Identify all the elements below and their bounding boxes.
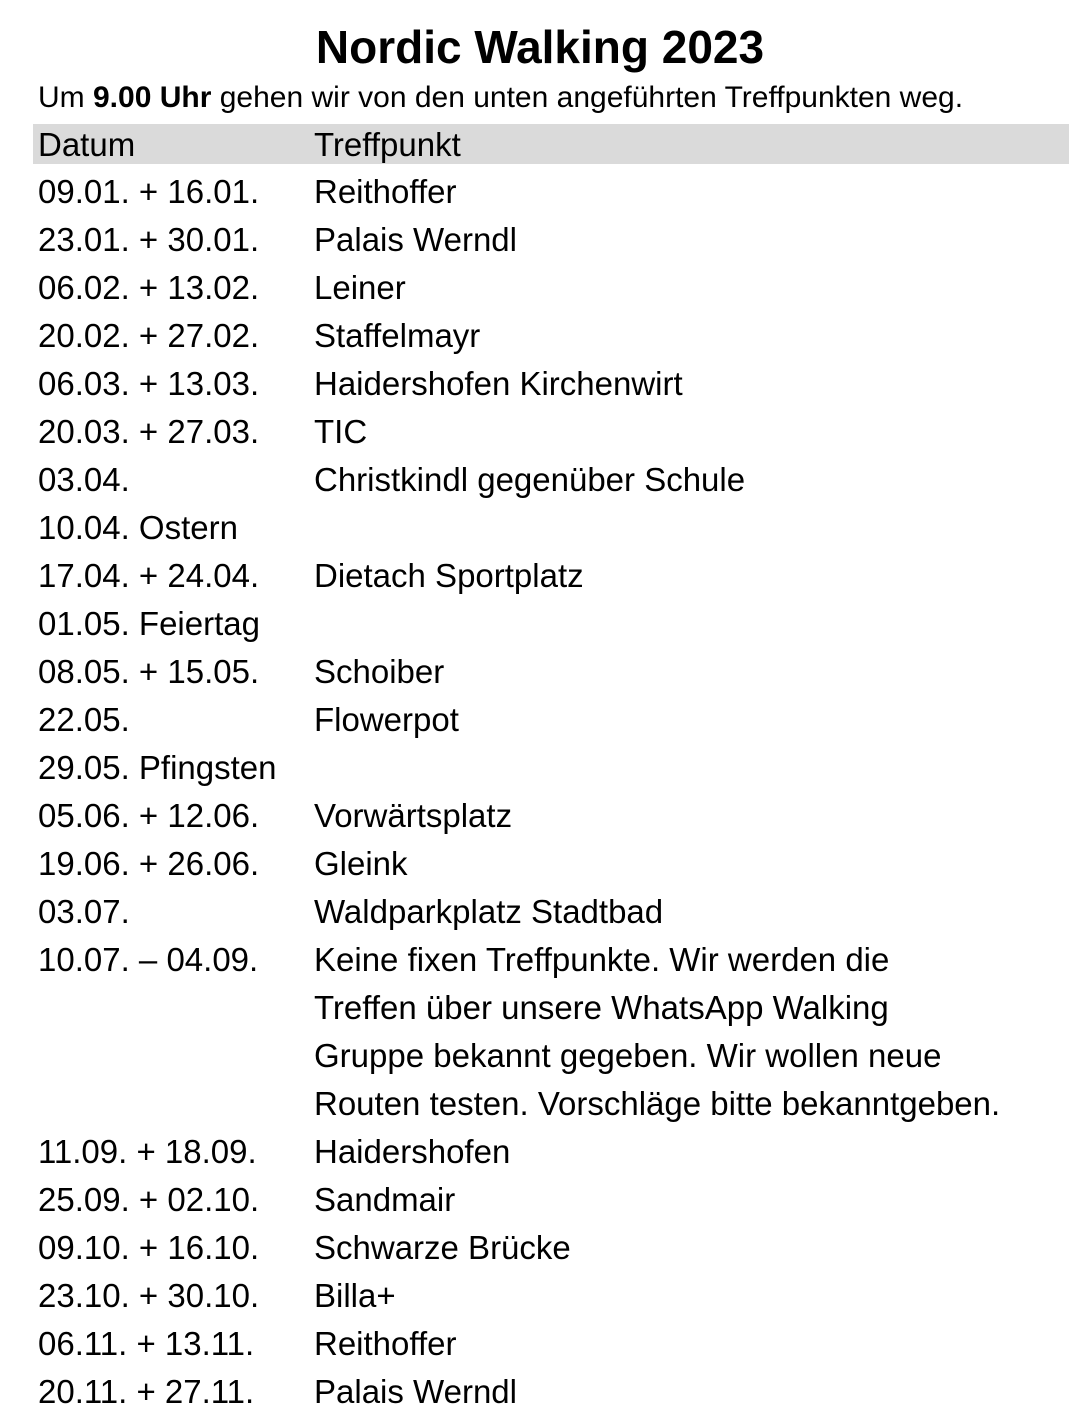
row-date: 23.01. + 30.01. bbox=[38, 221, 260, 258]
row-date: 06.03. + 13.03. bbox=[38, 365, 260, 402]
table-row bbox=[38, 1368, 1072, 1416]
row-meeting-point: Staffelmayr bbox=[314, 317, 481, 354]
intro-text bbox=[38, 76, 1068, 120]
row-meeting-point: Dietach Sportplatz bbox=[314, 557, 584, 594]
row-meeting-point: Christkindl gegenüber Schule bbox=[314, 461, 746, 498]
row-meeting-point: Waldparkplatz Stadtbad bbox=[314, 893, 664, 930]
table-row bbox=[38, 1080, 1072, 1128]
table-row bbox=[38, 984, 1072, 1032]
row-date: 08.05. + 15.05. bbox=[38, 653, 260, 690]
row-date: 06.02. + 13.02. bbox=[38, 269, 260, 306]
table-row bbox=[38, 1320, 1072, 1368]
schedule-table-body bbox=[38, 168, 1072, 1416]
row-meeting-point: Sandmair bbox=[314, 1181, 456, 1218]
row-date: 17.04. + 24.04. bbox=[38, 557, 260, 594]
table-row bbox=[38, 648, 1072, 696]
table-row bbox=[38, 792, 1072, 840]
table-row bbox=[38, 1032, 1072, 1080]
row-date: 19.06. + 26.06. bbox=[38, 845, 260, 882]
table-row bbox=[38, 216, 1072, 264]
table-row bbox=[38, 600, 1072, 648]
table-row bbox=[38, 1224, 1072, 1272]
row-date: 01.05. Feiertag bbox=[38, 605, 260, 642]
table-row bbox=[38, 1128, 1072, 1176]
row-date: 03.04. bbox=[38, 461, 130, 498]
column-header-treffpunkt: Treffpunkt bbox=[314, 126, 461, 163]
row-meeting-point: Gruppe bekannt gegeben. Wir wollen neue bbox=[314, 1037, 942, 1074]
table-row bbox=[38, 504, 1072, 552]
table-row bbox=[38, 744, 1072, 792]
row-date: 22.05. bbox=[38, 701, 130, 738]
row-date: 25.09. + 02.10. bbox=[38, 1181, 260, 1218]
intro-suffix: gehen wir von den unten angeführten Treffpunkten weg. bbox=[211, 81, 964, 114]
table-row bbox=[38, 168, 1072, 216]
row-meeting-point: TIC bbox=[314, 413, 368, 450]
row-meeting-point: Leiner bbox=[314, 269, 406, 306]
table-row bbox=[38, 360, 1072, 408]
table-row bbox=[38, 408, 1072, 456]
row-meeting-point: Reithoffer bbox=[314, 1325, 457, 1362]
table-row bbox=[38, 1176, 1072, 1224]
row-meeting-point: Schoiber bbox=[314, 653, 445, 690]
row-date: 06.11. + 13.11. bbox=[38, 1325, 255, 1362]
row-date: 29.05. Pfingsten bbox=[38, 749, 277, 786]
row-meeting-point: Treffen über unsere WhatsApp Walking bbox=[314, 989, 889, 1026]
row-date: 20.02. + 27.02. bbox=[38, 317, 260, 354]
row-date: 03.07. bbox=[38, 893, 130, 930]
row-date: 20.03. + 27.03. bbox=[38, 413, 260, 450]
row-meeting-point: Palais Werndl bbox=[314, 1373, 517, 1410]
row-meeting-point: Reithoffer bbox=[314, 173, 457, 210]
intro-prefix: Um bbox=[38, 81, 93, 114]
row-date bbox=[38, 1032, 314, 1080]
row-date: 11.09. + 18.09. bbox=[38, 1133, 257, 1170]
column-header-datum: Datum bbox=[38, 126, 136, 163]
table-header bbox=[33, 124, 1069, 164]
row-date: 10.07. – 04.09. bbox=[38, 941, 259, 978]
row-date: 10.04. Ostern bbox=[38, 509, 238, 546]
row-meeting-point: Palais Werndl bbox=[314, 221, 517, 258]
row-meeting-point: Flowerpot bbox=[314, 701, 459, 738]
row-meeting-point: Vorwärtsplatz bbox=[314, 797, 513, 834]
row-date bbox=[38, 1080, 314, 1128]
row-meeting-point: Gleink bbox=[314, 845, 408, 882]
row-meeting-point: Haidershofen Kirchenwirt bbox=[314, 365, 683, 402]
table-row bbox=[38, 312, 1072, 360]
table-row bbox=[38, 456, 1072, 504]
row-date: 05.06. + 12.06. bbox=[38, 797, 260, 834]
table-row bbox=[38, 264, 1072, 312]
row-meeting-point: Keine fixen Treffpunkte. Wir werden die bbox=[314, 941, 890, 978]
row-meeting-point: Schwarze Brücke bbox=[314, 1229, 571, 1266]
row-date: 23.10. + 30.10. bbox=[38, 1277, 260, 1314]
table-row bbox=[38, 888, 1072, 936]
row-meeting-point: Routen testen. Vorschläge bitte bekanntgeben. bbox=[314, 1085, 1001, 1122]
row-date: 20.11. + 27.11. bbox=[38, 1373, 255, 1410]
row-meeting-point: Haidershofen bbox=[314, 1133, 511, 1170]
row-date: 09.10. + 16.10. bbox=[38, 1229, 260, 1266]
row-meeting-point: Billa+ bbox=[314, 1277, 396, 1314]
row-date: 09.01. + 16.01. bbox=[38, 173, 260, 210]
table-row bbox=[38, 696, 1072, 744]
table-row bbox=[38, 552, 1072, 600]
page-title: Nordic Walking 2023 bbox=[315, 21, 765, 73]
intro-time: 9.00 Uhr bbox=[93, 81, 212, 114]
table-row bbox=[38, 1272, 1072, 1320]
row-date bbox=[38, 984, 314, 1032]
table-row bbox=[38, 840, 1072, 888]
table-row bbox=[38, 936, 1072, 984]
